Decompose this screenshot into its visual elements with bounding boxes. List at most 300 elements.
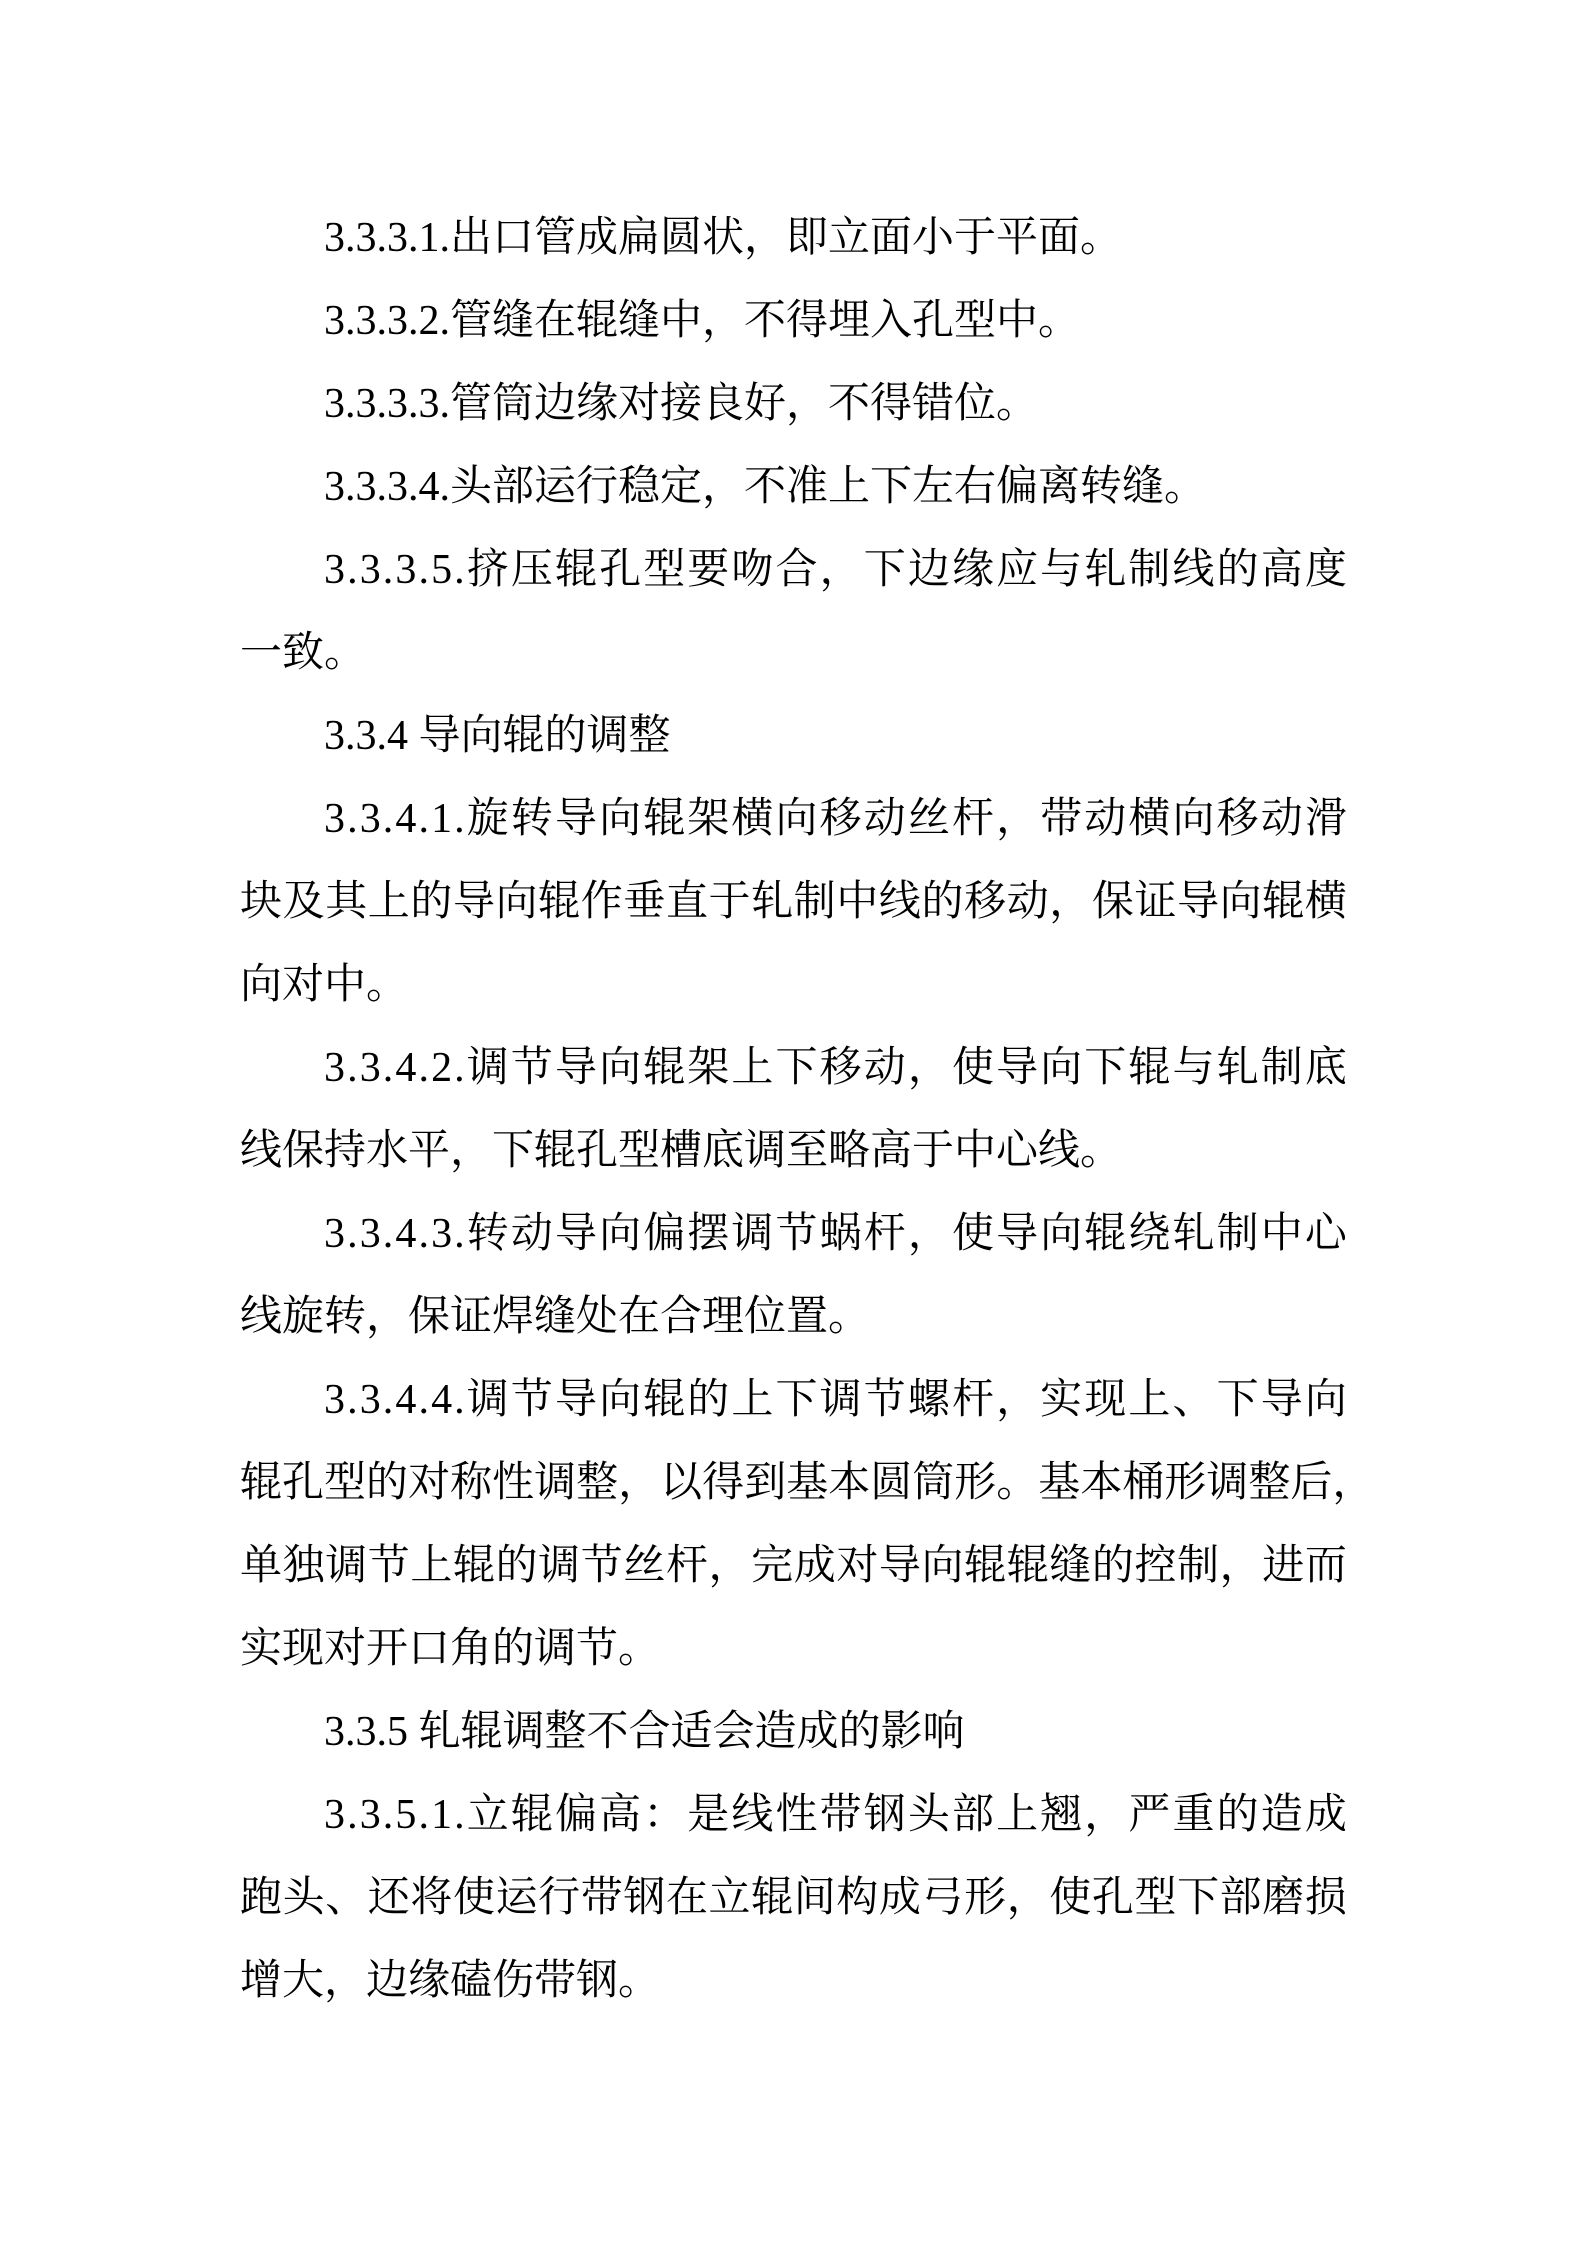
glyph: 辊 bbox=[1128, 1045, 1171, 1091]
text-line bbox=[240, 1359, 1347, 1442]
glyph: 移 bbox=[964, 879, 1007, 925]
glyph: 丝 bbox=[907, 796, 950, 842]
glyph: 形 bbox=[954, 1460, 997, 1506]
glyph: 型 bbox=[324, 1460, 367, 1506]
glyph: 部 bbox=[1219, 1875, 1262, 1921]
glyph: 形 bbox=[1164, 1460, 1207, 1506]
glyph: 成 bbox=[878, 1875, 921, 1921]
glyph: 辊 bbox=[643, 796, 686, 842]
glyph: 垂 bbox=[623, 879, 666, 925]
text-line bbox=[240, 1774, 1347, 1857]
glyph: 将 bbox=[410, 1875, 453, 1921]
glyph: 调 bbox=[325, 1543, 368, 1589]
glyph: 证 bbox=[1134, 879, 1177, 925]
text-line bbox=[240, 778, 1347, 861]
paragraph bbox=[240, 1691, 1347, 1774]
glyph: 孔 bbox=[599, 547, 642, 593]
glyph: 、 bbox=[1172, 1377, 1215, 1423]
glyph: 导 bbox=[554, 1211, 597, 1257]
glyph: 导 bbox=[1177, 879, 1220, 925]
glyph: 导 bbox=[996, 1211, 1039, 1257]
text-line bbox=[240, 1442, 1375, 1525]
paragraph bbox=[240, 363, 1347, 446]
glyph: 3 bbox=[431, 1211, 453, 1257]
glyph: 钢 bbox=[863, 1792, 906, 1838]
glyph: 摆 bbox=[687, 1211, 730, 1257]
glyph: 控 bbox=[1134, 1543, 1177, 1589]
glyph: 偏 bbox=[554, 1792, 597, 1838]
glyph: 5 bbox=[431, 547, 453, 593]
text-line: 3.3.5 轧辊调整不合适会造成的影响 bbox=[324, 1709, 965, 1755]
glyph: 下 bbox=[863, 547, 906, 593]
glyph: 而 bbox=[1304, 1543, 1347, 1589]
text-line: 实现对开口角的调节。 bbox=[240, 1626, 661, 1672]
glyph: 应 bbox=[996, 547, 1039, 593]
glyph: 轧 bbox=[1084, 547, 1127, 593]
text-line: 向对中。 bbox=[240, 962, 409, 1008]
glyph: ， bbox=[907, 1211, 950, 1257]
glyph: 上 bbox=[996, 1792, 1039, 1838]
text-line bbox=[240, 1193, 1347, 1276]
glyph: 辊 bbox=[240, 1460, 283, 1506]
glyph: 辊 bbox=[452, 1543, 495, 1589]
paragraph bbox=[240, 197, 1347, 280]
glyph: 与 bbox=[1172, 1045, 1215, 1091]
glyph: 向 bbox=[1172, 796, 1215, 842]
glyph: 孔 bbox=[1091, 1875, 1134, 1921]
paragraph bbox=[240, 695, 1347, 778]
glyph: . bbox=[454, 796, 465, 842]
glyph: 带 bbox=[1040, 796, 1083, 842]
glyph: . bbox=[454, 1211, 465, 1257]
glyph: 辊 bbox=[538, 879, 581, 925]
glyph: 架 bbox=[687, 796, 730, 842]
glyph: 转 bbox=[510, 796, 553, 842]
glyph: 动 bbox=[1006, 879, 1049, 925]
glyph: 圆 bbox=[870, 1460, 913, 1506]
glyph: 3 bbox=[324, 1045, 345, 1091]
glyph: . bbox=[454, 1792, 465, 1838]
glyph: 弓 bbox=[921, 1875, 964, 1921]
glyph: ， bbox=[1049, 879, 1092, 925]
glyph: 性 bbox=[775, 1792, 818, 1838]
glyph: 缝 bbox=[1049, 1543, 1092, 1589]
glyph: 辊 bbox=[1262, 879, 1305, 925]
glyph: 3 bbox=[324, 1792, 345, 1838]
glyph: 的 bbox=[410, 879, 453, 925]
glyph: 辊 bbox=[1084, 1211, 1127, 1257]
glyph: 4 bbox=[395, 796, 417, 842]
glyph: 4 bbox=[395, 1377, 417, 1423]
glyph: 轧 bbox=[751, 879, 794, 925]
glyph: 3 bbox=[324, 547, 345, 593]
glyph: 缘 bbox=[951, 547, 994, 593]
glyph: 杆 bbox=[863, 1211, 906, 1257]
text-line: 增大，边缘磕伤带钢。 bbox=[240, 1958, 661, 2004]
glyph: 与 bbox=[1040, 547, 1083, 593]
paragraph bbox=[240, 778, 1347, 1027]
glyph: . bbox=[418, 1792, 429, 1838]
glyph: 整 bbox=[1248, 1460, 1291, 1506]
glyph: 调 bbox=[819, 1377, 862, 1423]
glyph: 行 bbox=[538, 1875, 581, 1921]
glyph: 动 bbox=[863, 1045, 906, 1091]
glyph: . bbox=[347, 1792, 358, 1838]
glyph: 4 bbox=[395, 1211, 417, 1257]
glyph: 向 bbox=[1219, 879, 1262, 925]
glyph: 线 bbox=[878, 879, 921, 925]
glyph: 2 bbox=[431, 1045, 453, 1091]
glyph: 3 bbox=[359, 1792, 381, 1838]
glyph: 向 bbox=[599, 796, 642, 842]
glyph: 螺 bbox=[907, 1377, 950, 1423]
glyph: 调 bbox=[534, 1460, 577, 1506]
glyph: 下 bbox=[775, 1045, 818, 1091]
glyph: . bbox=[454, 547, 465, 593]
glyph: 实 bbox=[1040, 1377, 1083, 1423]
glyph: 桶 bbox=[1122, 1460, 1165, 1506]
glyph: . bbox=[347, 547, 358, 593]
glyph: 磨 bbox=[1262, 1875, 1305, 1921]
glyph: ， bbox=[996, 796, 1039, 842]
glyph: 移 bbox=[819, 796, 862, 842]
glyph: 导 bbox=[554, 796, 597, 842]
glyph: 杆 bbox=[951, 796, 994, 842]
glyph: 使 bbox=[951, 1211, 994, 1257]
glyph: 上 bbox=[1128, 1377, 1171, 1423]
glyph: 以 bbox=[660, 1460, 703, 1506]
glyph: 调 bbox=[1206, 1460, 1249, 1506]
glyph: 挤 bbox=[466, 547, 509, 593]
glyph: 3 bbox=[324, 796, 345, 842]
paragraph bbox=[240, 529, 1347, 695]
glyph: . bbox=[382, 1045, 394, 1091]
glyph: 。 bbox=[996, 1460, 1039, 1506]
glyph: 节 bbox=[580, 1543, 623, 1589]
paragraph bbox=[240, 1027, 1347, 1193]
glyph: 后 bbox=[1290, 1460, 1333, 1506]
glyph: 压 bbox=[510, 547, 553, 593]
paragraph bbox=[240, 1193, 1347, 1359]
glyph: . bbox=[347, 1045, 358, 1091]
glyph: 动 bbox=[1260, 796, 1303, 842]
glyph: 块 bbox=[240, 879, 283, 925]
glyph: 1 bbox=[431, 1792, 453, 1838]
text-line: 3.3.3.1.出口管成扁圆状，即立面小于平面。 bbox=[324, 215, 1123, 261]
glyph: 保 bbox=[1091, 879, 1134, 925]
glyph: 横 bbox=[1128, 796, 1171, 842]
glyph: 3 bbox=[359, 547, 381, 593]
glyph: 上 bbox=[367, 879, 410, 925]
glyph: 是 bbox=[687, 1792, 730, 1838]
glyph: 孔 bbox=[282, 1460, 325, 1506]
glyph: 导 bbox=[452, 879, 495, 925]
glyph: 旋 bbox=[466, 796, 509, 842]
glyph: 杆 bbox=[951, 1377, 994, 1423]
glyph: 整 bbox=[576, 1460, 619, 1506]
glyph: 立 bbox=[708, 1875, 751, 1921]
glyph: 头 bbox=[282, 1875, 325, 1921]
glyph: 向 bbox=[1040, 1045, 1083, 1091]
glyph: 下 bbox=[1084, 1045, 1127, 1091]
paragraph bbox=[240, 446, 1347, 529]
glyph: ， bbox=[907, 1045, 950, 1091]
glyph: 横 bbox=[1304, 879, 1347, 925]
glyph: . bbox=[382, 547, 394, 593]
glyph: 造 bbox=[1260, 1792, 1303, 1838]
glyph: 3 bbox=[359, 1045, 381, 1091]
glyph: 运 bbox=[495, 1875, 538, 1921]
glyph: . bbox=[382, 1792, 394, 1838]
glyph: 还 bbox=[367, 1875, 410, 1921]
glyph: 合 bbox=[775, 547, 818, 593]
glyph: . bbox=[347, 1211, 358, 1257]
glyph: 线 bbox=[731, 1792, 774, 1838]
glyph: 成 bbox=[793, 1543, 836, 1589]
glyph: 蜗 bbox=[819, 1211, 862, 1257]
glyph: 的 bbox=[1216, 1792, 1259, 1838]
glyph: 严 bbox=[1128, 1792, 1171, 1838]
glyph: 辊 bbox=[751, 1875, 794, 1921]
glyph: . bbox=[347, 796, 358, 842]
glyph: 制 bbox=[1128, 547, 1171, 593]
glyph: 基 bbox=[1038, 1460, 1081, 1506]
glyph: 轧 bbox=[1216, 1045, 1259, 1091]
glyph: 基 bbox=[786, 1460, 829, 1506]
glyph: 杆 bbox=[665, 1543, 708, 1589]
glyph: 及 bbox=[282, 879, 325, 925]
glyph: 的 bbox=[366, 1460, 409, 1506]
text-line bbox=[240, 1857, 1347, 1940]
glyph: 的 bbox=[1216, 547, 1259, 593]
glyph: 移 bbox=[1216, 796, 1259, 842]
glyph: 架 bbox=[687, 1045, 730, 1091]
glyph: 立 bbox=[466, 1792, 509, 1838]
glyph: . bbox=[418, 1377, 429, 1423]
glyph: 节 bbox=[367, 1543, 410, 1589]
glyph: . bbox=[454, 1045, 465, 1091]
glyph: 其 bbox=[325, 879, 368, 925]
glyph: 的 bbox=[921, 879, 964, 925]
glyph: 调 bbox=[731, 1211, 774, 1257]
glyph: ， bbox=[1084, 1792, 1127, 1838]
glyph: 的 bbox=[495, 1543, 538, 1589]
glyph: 对 bbox=[836, 1543, 879, 1589]
glyph: 带 bbox=[580, 1875, 623, 1921]
glyph: . bbox=[418, 547, 429, 593]
glyph: ， bbox=[1219, 1543, 1262, 1589]
glyph: 性 bbox=[492, 1460, 535, 1506]
glyph: 得 bbox=[702, 1460, 745, 1506]
glyph: . bbox=[418, 1045, 429, 1091]
glyph: 横 bbox=[731, 796, 774, 842]
glyph: 使 bbox=[452, 1875, 495, 1921]
glyph: 、 bbox=[325, 1875, 368, 1921]
glyph: 的 bbox=[1091, 1543, 1134, 1589]
glyph: 轧 bbox=[1172, 1211, 1215, 1257]
glyph: 调 bbox=[466, 1045, 509, 1091]
glyph: 边 bbox=[907, 547, 950, 593]
glyph: 1 bbox=[431, 796, 453, 842]
glyph: 制 bbox=[1260, 1045, 1303, 1091]
glyph: 导 bbox=[554, 1045, 597, 1091]
text-line: 3.3.3.2.管缝在辊缝中，不得埋入孔型中。 bbox=[324, 298, 1081, 344]
glyph: 下 bbox=[775, 1377, 818, 1423]
glyph: ， bbox=[708, 1543, 751, 1589]
glyph: 向 bbox=[1304, 1377, 1347, 1423]
text-line: 线保持水平，下辊孔型槽底调至略高于中心线。 bbox=[240, 1128, 1123, 1174]
glyph: . bbox=[418, 1211, 429, 1257]
glyph: 单 bbox=[240, 1543, 283, 1589]
glyph: 构 bbox=[836, 1875, 879, 1921]
glyph: . bbox=[418, 796, 429, 842]
text-line: 一致。 bbox=[240, 630, 367, 676]
glyph: . bbox=[382, 1211, 394, 1257]
glyph: 3 bbox=[395, 547, 417, 593]
paragraph bbox=[240, 1359, 1375, 1691]
glyph: 调 bbox=[466, 1377, 509, 1423]
glyph: 成 bbox=[1304, 1792, 1347, 1838]
glyph: 使 bbox=[1049, 1875, 1092, 1921]
glyph: 重 bbox=[1172, 1792, 1215, 1838]
glyph: 转 bbox=[466, 1211, 509, 1257]
glyph: 导 bbox=[996, 1045, 1039, 1091]
glyph: 辊 bbox=[643, 1045, 686, 1091]
glyph: 向 bbox=[495, 879, 538, 925]
glyph: 节 bbox=[510, 1045, 553, 1091]
glyph: ： bbox=[643, 1792, 686, 1838]
glyph: 带 bbox=[819, 1792, 862, 1838]
glyph: 高 bbox=[1260, 547, 1303, 593]
glyph: 度 bbox=[1304, 547, 1347, 593]
glyph: 动 bbox=[863, 796, 906, 842]
glyph: 心 bbox=[1304, 1211, 1347, 1257]
glyph: 向 bbox=[921, 1543, 964, 1589]
glyph: 导 bbox=[554, 1377, 597, 1423]
glyph: 中 bbox=[836, 879, 879, 925]
glyph: 吻 bbox=[731, 547, 774, 593]
glyph: 节 bbox=[775, 1211, 818, 1257]
glyph: 导 bbox=[878, 1543, 921, 1589]
glyph: 向 bbox=[775, 796, 818, 842]
glyph: 3 bbox=[359, 1211, 381, 1257]
glyph: 调 bbox=[538, 1543, 581, 1589]
glyph: 称 bbox=[450, 1460, 493, 1506]
text-line: 3.3.3.3.管筒边缘对接良好，不得错位。 bbox=[324, 381, 1039, 427]
glyph: 5 bbox=[395, 1792, 417, 1838]
glyph: 钢 bbox=[623, 1875, 666, 1921]
glyph: 的 bbox=[687, 1377, 730, 1423]
glyph: 本 bbox=[828, 1460, 871, 1506]
glyph: 向 bbox=[1040, 1211, 1083, 1257]
glyph: 制 bbox=[1177, 1543, 1220, 1589]
text-line: 线旋转，保证焊缝处在合理位置。 bbox=[240, 1294, 871, 1340]
glyph: 3 bbox=[359, 1377, 381, 1423]
glyph: 3 bbox=[324, 1377, 345, 1423]
glyph: . bbox=[347, 1377, 358, 1423]
text-line bbox=[240, 529, 1347, 612]
glyph: 底 bbox=[1304, 1045, 1347, 1091]
glyph: 制 bbox=[1216, 1211, 1259, 1257]
glyph: 部 bbox=[951, 1792, 994, 1838]
glyph: 本 bbox=[1080, 1460, 1123, 1506]
glyph: 线 bbox=[1172, 547, 1215, 593]
glyph: 辊 bbox=[554, 547, 597, 593]
glyph: 3 bbox=[359, 796, 381, 842]
text-line: 3.3.3.4.头部运行稳定，不准上下左右偏离转缝。 bbox=[324, 464, 1207, 510]
glyph: ， bbox=[618, 1460, 661, 1506]
glyph: 完 bbox=[751, 1543, 794, 1589]
glyph: . bbox=[454, 1377, 465, 1423]
glyph: 于 bbox=[708, 879, 751, 925]
glyph: 上 bbox=[410, 1543, 453, 1589]
glyph: 高 bbox=[599, 1792, 642, 1838]
glyph: 下 bbox=[1177, 1875, 1220, 1921]
glyph: 动 bbox=[1084, 796, 1127, 842]
glyph: ， bbox=[1332, 1460, 1375, 1506]
glyph: ， bbox=[1006, 1875, 1049, 1921]
glyph: . bbox=[382, 796, 394, 842]
glyph: 头 bbox=[907, 1792, 950, 1838]
text-line bbox=[240, 1525, 1347, 1608]
glyph: 向 bbox=[599, 1377, 642, 1423]
glyph: 向 bbox=[599, 1045, 642, 1091]
glyph: 导 bbox=[1260, 1377, 1303, 1423]
glyph: 翘 bbox=[1040, 1792, 1083, 1838]
glyph: 进 bbox=[1262, 1543, 1305, 1589]
text-line bbox=[240, 861, 1347, 944]
glyph: 制 bbox=[793, 879, 836, 925]
glyph: 下 bbox=[1216, 1377, 1259, 1423]
glyph: 绕 bbox=[1128, 1211, 1171, 1257]
glyph: 现 bbox=[1084, 1377, 1127, 1423]
glyph: 偏 bbox=[643, 1211, 686, 1257]
glyph: 向 bbox=[599, 1211, 642, 1257]
glyph: ， bbox=[819, 547, 862, 593]
glyph: 跑 bbox=[240, 1875, 283, 1921]
glyph: 到 bbox=[744, 1460, 787, 1506]
glyph: 作 bbox=[580, 879, 623, 925]
paragraph bbox=[240, 1774, 1347, 2023]
glyph: . bbox=[382, 1377, 394, 1423]
glyph: 独 bbox=[282, 1543, 325, 1589]
paragraph bbox=[240, 280, 1347, 363]
text-line: 3.3.4 导向辊的调整 bbox=[324, 713, 671, 759]
glyph: 使 bbox=[951, 1045, 994, 1091]
glyph: 上 bbox=[731, 1377, 774, 1423]
glyph: 4 bbox=[431, 1377, 453, 1423]
glyph: 对 bbox=[408, 1460, 451, 1506]
glyph: 辊 bbox=[510, 1792, 553, 1838]
glyph: 节 bbox=[863, 1377, 906, 1423]
glyph: 辊 bbox=[1006, 1543, 1049, 1589]
glyph: 型 bbox=[643, 547, 686, 593]
glyph: 辊 bbox=[964, 1543, 1007, 1589]
glyph: 上 bbox=[731, 1045, 774, 1091]
glyph: 丝 bbox=[623, 1543, 666, 1589]
glyph: 4 bbox=[395, 1045, 417, 1091]
glyph: 动 bbox=[510, 1211, 553, 1257]
glyph: 3 bbox=[324, 1211, 345, 1257]
glyph: 直 bbox=[665, 879, 708, 925]
text-line bbox=[240, 1027, 1347, 1110]
glyph: 辊 bbox=[643, 1377, 686, 1423]
glyph: 滑 bbox=[1304, 796, 1347, 842]
glyph: 型 bbox=[1134, 1875, 1177, 1921]
glyph: 间 bbox=[793, 1875, 836, 1921]
glyph: 移 bbox=[819, 1045, 862, 1091]
glyph: 在 bbox=[665, 1875, 708, 1921]
